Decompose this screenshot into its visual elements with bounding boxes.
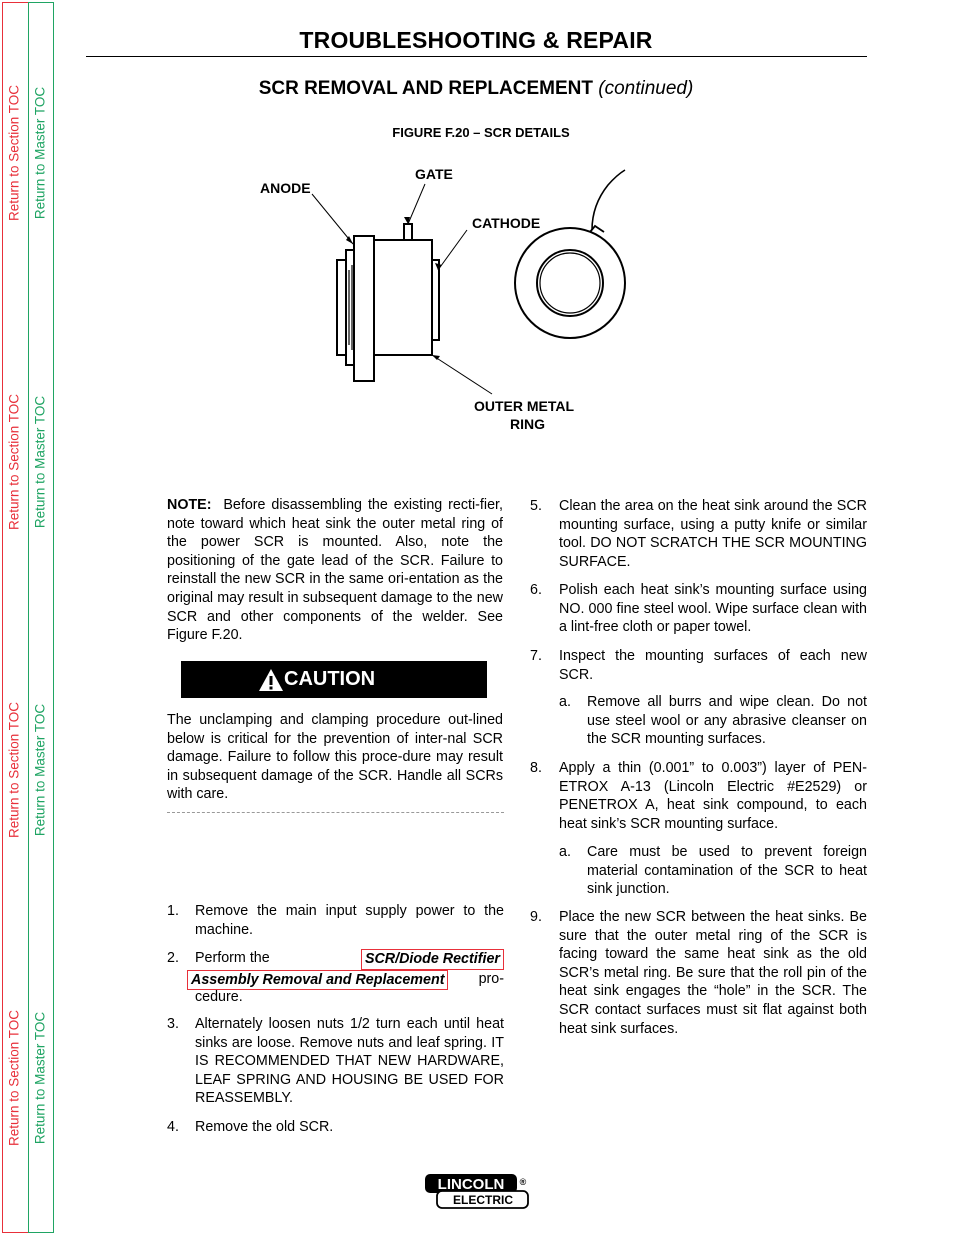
list-item-step-3 [167,1015,504,1110]
step-text: Remove the main input supply power to the machine. [195,903,504,938]
list-item-step-1 [167,902,504,942]
step-text: Apply a thin (0.001” to 0.003”) layer of PEN-ETROX A-13 (Lincoln Electric #E2529) or PENETROX A, heat sink compound, to each heat sink’s SCR mounting surface. [559,760,867,832]
scr-gate-wire [592,170,625,230]
step-number: 1. [167,903,179,919]
scr-diode-rectifier-link[interactable]: SCR/Diode Rectifier [361,949,504,970]
subtitle-continued: (continued) [598,78,694,99]
list-item-step-5 [530,497,867,572]
assembly-removal-link[interactable]: Assembly Removal and Replacement [187,970,448,991]
step-number: 7. [530,648,542,664]
return-section-toc-link-3[interactable]: Return to Section TOC [6,701,22,839]
step-number: 9. [530,909,542,925]
step-text: Alternately loosen nuts 1/2 turn each until heat sinks are loose. Remove nuts and leaf spring. IT IS RECOMMENDED THAT NEW HARDWARE, LEAF SPRING AND HOUSING BE USED FOR REASSEMBLY. [195,1016,504,1107]
step-number: 6. [530,582,542,598]
return-master-toc-link-3[interactable]: Return to Master TOC [32,703,48,837]
note-text: Before disassembling the existing recti-fier, note toward which heat sink the outer metal ring of the power SCR is mounted. Also, note the positioning of the gate lead of the SCR. Failure to reinstall the new SCR in the same ori-entation as the original may result in subsequent damage to the new SCR and other components of the welder. See Figure F.20. [167,497,503,644]
return-section-toc-link-1[interactable]: Return to Section TOC [6,84,22,222]
step-text: Remove all burrs and wipe clean. Do not use steel wool or any abrasive cleanser on the SCR mounting surfaces. [587,694,867,748]
step-number: 2. [167,950,179,966]
return-master-toc-link-4[interactable]: Return to Master TOC [32,1011,48,1145]
dashed-divider [167,812,504,813]
step-2-prefix: Perform the [195,950,270,966]
scr-gate-lead [404,224,412,240]
list-item-step-2 [167,949,504,1009]
label-outer-metal: OUTER METAL [474,398,575,414]
step-text: Place the new SCR between the heat sinks. Be sure that the outer metal ring of the SCR is facing toward the same heat sink as the old SCR’s metal ring. Be sure that the roll pin of the heat sink engages the “hole” in the SCR. The SCR contact surfaces must sit flat against both heat sink surfaces. [559,909,867,1037]
label-gate: GATE [415,166,453,182]
list-item-step-7a [559,693,867,751]
label-ring: RING [510,416,545,432]
return-section-toc-link-2[interactable]: Return to Section TOC [6,393,22,531]
caution-banner [181,661,487,698]
step-number: 5. [530,498,542,514]
step-letter: a. [559,694,571,710]
scr-outer-ring [354,236,374,381]
scr-end-outer [515,228,625,338]
step-letter: a. [559,844,571,860]
list-item-step-7 [530,647,867,687]
step-text: Care must be used to prevent foreign material contamination of the SCR to heat sink junction. [587,844,867,898]
step-text: Clean the area on the heat sink around the SCR mounting surface, using a putty knife or similar tool. DO NOT SCRATCH THE SCR MOUNTING SURFACE. [559,498,867,570]
list-item-step-9 [530,908,867,1043]
section-subtitle [86,78,866,100]
warning-icon [258,668,284,692]
step-text: Remove the old SCR. [195,1119,334,1135]
return-master-toc-link-1[interactable]: Return to Master TOC [32,86,48,220]
lincoln-electric-logo [424,1173,532,1211]
scr-end-inner [537,250,603,316]
step-number: 3. [167,1016,179,1032]
logo-electric: ELECTRIC [453,1193,513,1207]
step-number: 8. [530,760,542,776]
title-divider [86,56,867,57]
list-item-step-8 [530,759,867,836]
scr-anode-face [337,260,346,355]
caution-label: CAUTION [284,668,376,690]
return-master-toc-link-2[interactable]: Return to Master TOC [32,395,48,529]
subtitle-main: SCR REMOVAL AND REPLACEMENT [258,78,593,99]
step-2-suffix: pro- [478,970,504,987]
note-paragraph [167,496,503,645]
list-item-step-8a [559,843,867,901]
return-section-toc-link-4[interactable]: Return to Section TOC [6,1009,22,1147]
logo-lincoln: LINCOLN [437,1176,505,1193]
caution-text: The unclamping and clamping procedure out-lined below is critical for the prevention of inter-nal SCR damage. Failure to follow this proce-dure may result in subsequent damage of the SCR. Handle all SCRs with care. [167,712,503,803]
scr-anode-flange [346,250,354,365]
step-number: 4. [167,1119,179,1135]
note-label: NOTE: [167,497,212,513]
step-2-end: cedure. [195,989,243,1006]
scr-body [374,240,432,355]
page-title: TROUBLESHOOTING & REPAIR [299,27,653,53]
list-item-step-6 [530,581,867,639]
list-item-step-4 [167,1118,504,1138]
scr-details-figure [240,160,660,440]
logo-registered-mark: ® [519,1177,527,1187]
step-text: Inspect the mounting surfaces of each new SCR. [559,648,867,683]
label-cathode: CATHODE [472,215,541,231]
figure-caption: FIGURE F.20 – SCR DETAILS [392,125,570,140]
step-text: Polish each heat sink’s mounting surface using NO. 000 fine steel wool. Wipe surface clean with a lint-free cloth or paper towel. [559,582,867,636]
label-anode: ANODE [260,180,311,196]
scr-cathode-face [432,260,439,340]
